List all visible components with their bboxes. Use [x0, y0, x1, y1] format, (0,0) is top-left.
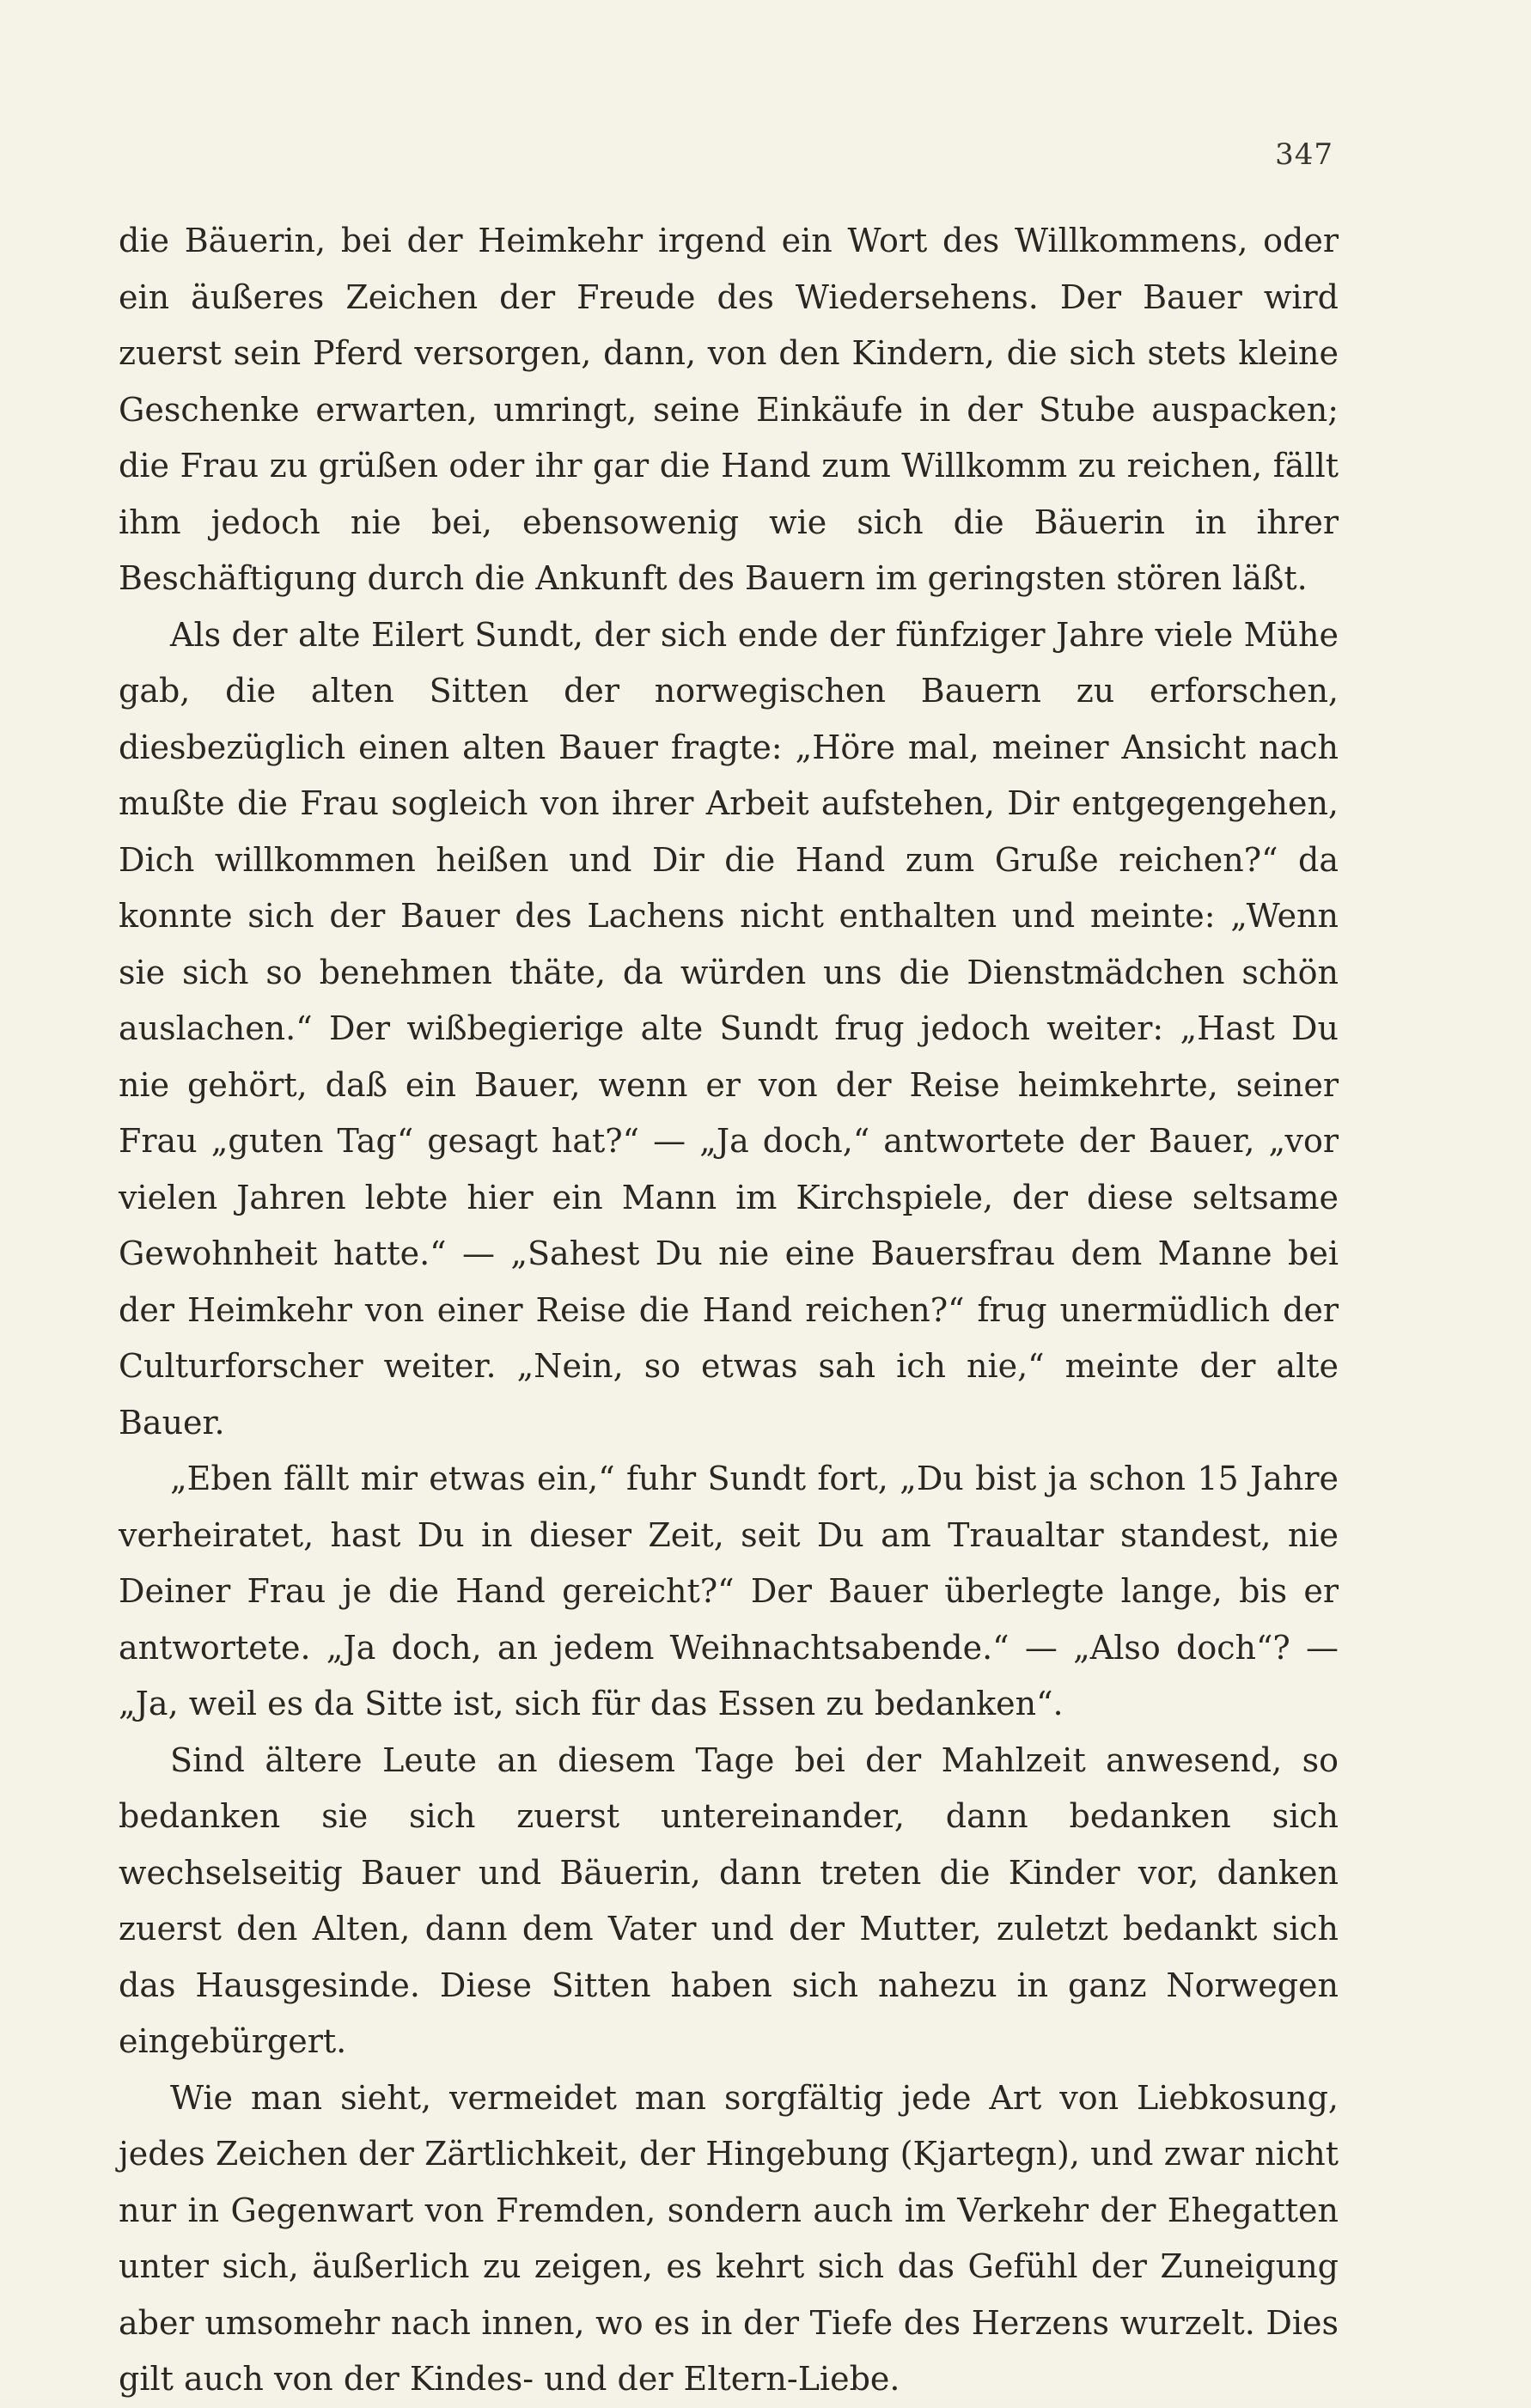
paragraph: Wie man sieht, vermeidet man sorgfältig jede Art von Liebkosung, jedes Zeichen der Zärtlichkeit, der Hingebung (Kjartegn), und zwar nicht nur in Gegenwart von Fremden, sondern auch im Verkehr der Ehegatten unter sich, äußerlich zu zeigen, es kehrt sich das Gefühl der Zuneigung aber umsomehr nach innen, wo es in der Tiefe des Herzens wurzelt. Dies gilt auch von der Kindes- und der Eltern-Liebe. — [119, 2078, 1339, 2398]
paragraph: Als der alte Eilert Sundt, der sich ende der fünfziger Jahre viele Mühe gab, die alten Sitten der norwegischen Bauern zu erforschen, diesbezüglich einen alten Bauer fragte: „Höre mal, meiner Ansicht nach mußte die Frau sogleich von ihrer Arbeit aufstehen, Dir entgegengehen, Dich willkommen heißen und Dir die Hand zum Gruße reichen?“ da konnte sich der Bauer des Lachens nicht enthalten und meinte: „Wenn sie sich so benehmen thäte, da würden uns die Dienstmädchen schön auslachen.“ Der wißbegierige alte Sundt frug jedoch weiter: „Hast Du nie gehört, daß ein Bauer, wenn er von der Reise heimkehrte, seiner Frau „guten Tag“ gesagt hat?“ — „Ja doch,“ antwortete der Bauer, „vor vielen Jahren lebte hier ein Mann im Kirchspiele, der diese seltsame Gewohnheit hatte.“ — „Sahest Du nie eine Bauersfrau dem Manne bei der Heimkehr von einer Reise die Hand reichen?“ frug unermüdlich der Culturforscher weiter. „Nein, so etwas sah ich nie,“ meinte der alte Bauer. — [119, 615, 1339, 1442]
paragraph: Sind ältere Leute an diesem Tage bei der Mahlzeit anwesend, so bedanken sie sich zuerst untereinander, dann bedanken sich wechselseitig Bauer und Bäuerin, dann treten die Kinder vor, danken zuerst den Alten, dann dem Vater und der Mutter, zuletzt bedankt sich das Hausgesinde. Diese Sitten haben sich nahezu in ganz Norwegen eingebürgert. — [119, 1740, 1339, 2060]
page-number: 347 — [1275, 137, 1333, 172]
paragraph: „Eben fällt mir etwas ein,“ fuhr Sundt fort, „Du bist ja schon 15 Jahre verheiratet, hast Du in dieser Zeit, seit Du am Traualtar standest, nie Deiner Frau je die Hand gereicht?“ Der Bauer überlegte lange, bis er antwortete. „Ja doch, an jedem Weihnachtsabende.“ — „Also doch“? — „Ja, weil es da Sitte ist, sich für das Essen zu bedanken“. — [119, 1460, 1339, 1722]
paragraph: die Bäuerin, bei der Heimkehr irgend ein Wort des Willkommens, oder ein äußeres Zeichen der Freude des Wiedersehens. Der Bauer wird zuerst sein Pferd versorgen, dann, von den Kindern, die sich stets kleine Geschenke erwarten, umringt, seine Einkäufe in der Stube auspacken; die Frau zu grüßen oder ihr gar die Hand zum Willkomm zu reichen, fällt ihm jedoch nie bei, ebensowenig wie sich die Bäuerin in ihrer Beschäftigung durch die Ankunft des Bauern im geringsten stören läßt. — [119, 222, 1339, 597]
body-text — [119, 213, 1339, 2408]
